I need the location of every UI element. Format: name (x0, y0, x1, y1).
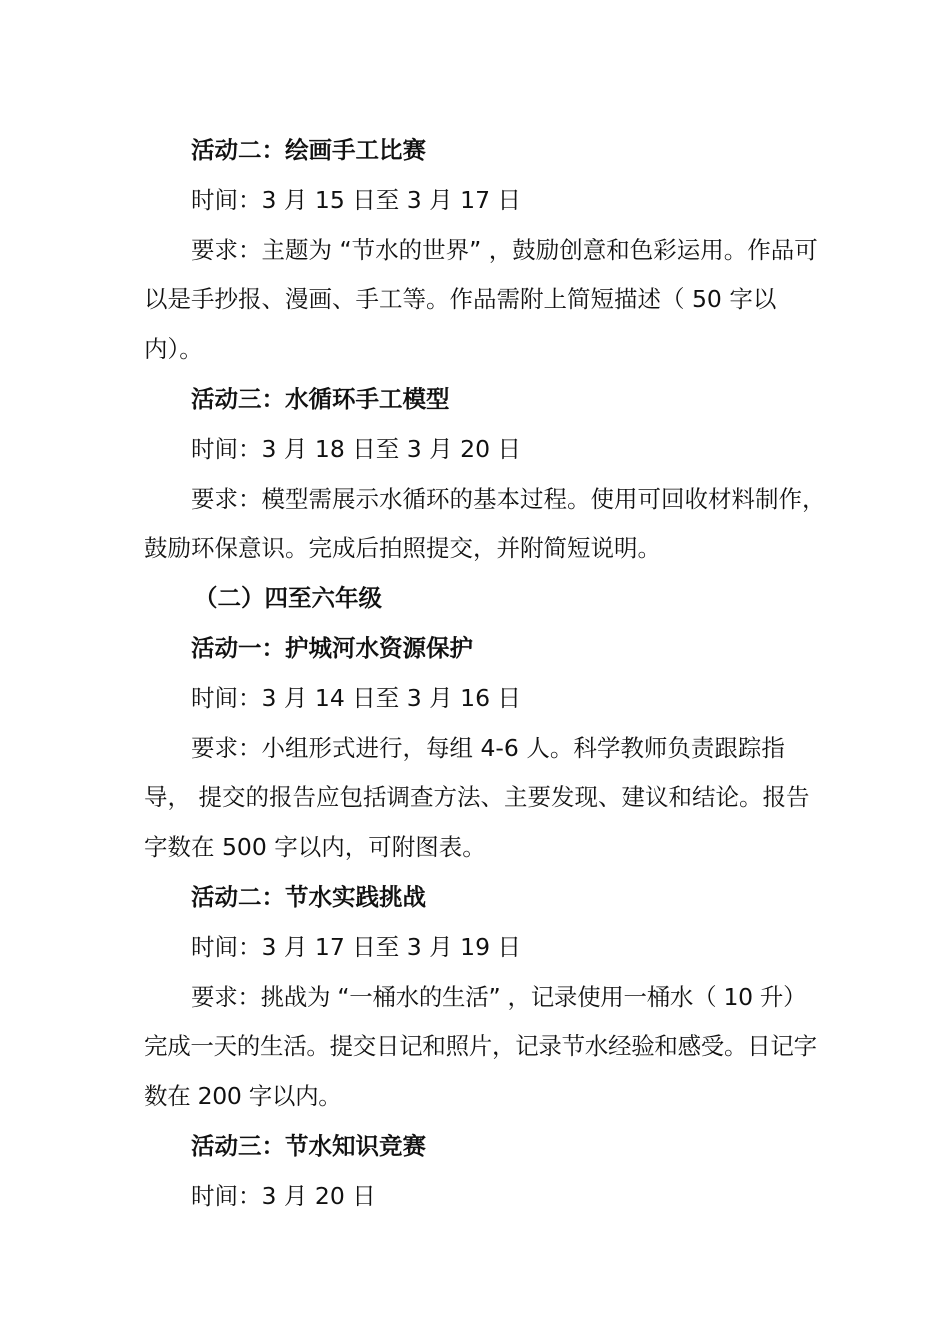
activity-requirement: 要求：挑战为 “一桶水的生活” ，记录使用一桶水（ 10 升）完成一天的生活。提交日记和照片，记录节水经验和感受。日记字数在 200 字以内。 (144, 982, 817, 1111)
activity-requirement: 要求：小组形式进行，每组 4-6 人。科学教师负责跟踪指导， 提交的报告应包括调查方法、主要发现、建议和结论。报告字数在 500 字以内，可附图表。 (144, 733, 810, 862)
activity-heading: 活动二：节水实践挑战 (191, 882, 426, 911)
activity-time: 时间：3 月 18 日至 3 月 20 日 (191, 434, 521, 463)
section-heading: （二）四至六年级 (194, 584, 382, 613)
activity-requirement: 要求：主题为 “节水的世界” ，鼓励创意和色彩运用。作品可以是手抄报、漫画、手工等。作品需附上简短描述（ 50 字以内）。 (144, 235, 818, 364)
activity-heading: 活动一：护城河水资源保护 (191, 633, 473, 662)
activity-requirement: 要求：模型需展示水循环的基本过程。使用可回收材料制作，鼓励环保意识。完成后拍照提交，并附简短说明。 (144, 484, 826, 563)
activity-heading: 活动三：水循环手工模型 (191, 384, 450, 413)
activity-time: 时间：3 月 15 日至 3 月 17 日 (191, 185, 521, 214)
activity-time: 时间：3 月 14 日至 3 月 16 日 (191, 683, 521, 712)
activity-heading: 活动三：节水知识竞赛 (191, 1131, 426, 1160)
activity-time: 时间：3 月 20 日 (191, 1181, 376, 1210)
activity-time: 时间：3 月 17 日至 3 月 19 日 (191, 932, 521, 961)
activity-heading: 活动二：绘画手工比赛 (191, 136, 426, 164)
document-body (144, 126, 826, 1222)
